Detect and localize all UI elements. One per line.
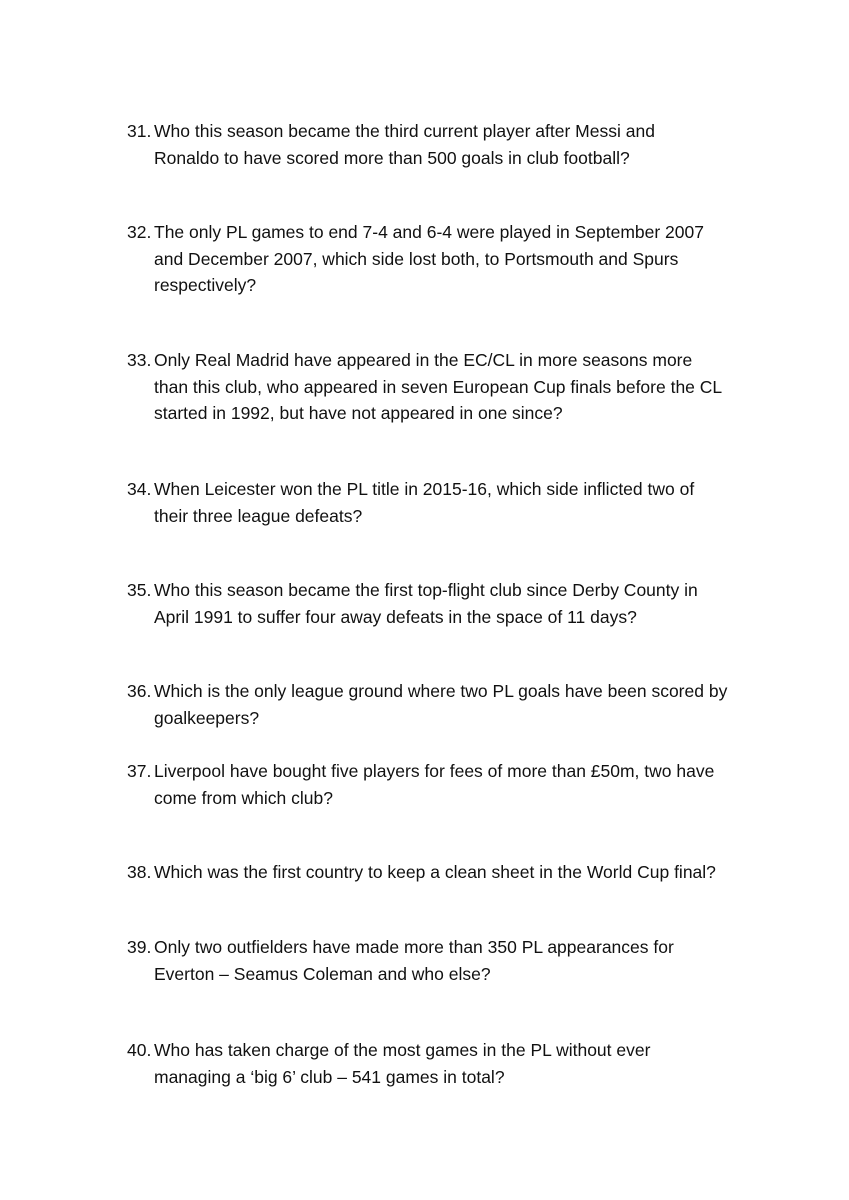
question-number: 32.: [127, 222, 152, 242]
question-number: 35.: [127, 580, 152, 600]
question-34: [127, 476, 767, 529]
question-36: [127, 678, 767, 731]
question-text: [154, 1037, 767, 1090]
question-line: managing a ‘big 6’ club – 541 games in total?: [154, 1066, 505, 1087]
question-text: [154, 577, 767, 630]
question-number: 33.: [127, 350, 152, 370]
question-33: [127, 347, 767, 427]
question-line: Who this season became the third current player after Messi and: [154, 121, 655, 141]
question-line: started in 1992, but have not appeared in one since?: [154, 403, 563, 423]
question-line: Only two outfielders have made more than 350 PL appearances for: [154, 937, 674, 957]
question-line: goalkeepers?: [154, 707, 260, 728]
question-text: [154, 347, 767, 427]
question-line: and December 2007, which side lost both, to Portsmouth and Spurs: [154, 248, 679, 269]
question-38: [127, 859, 767, 886]
question-39: [127, 934, 767, 987]
question-number: 40.: [127, 1040, 152, 1060]
question-text: [154, 758, 767, 811]
question-line: When Leicester won the PL title in 2015-16, which side inflicted two of: [154, 479, 695, 499]
question-line: Who this season became the first top-flight club since Derby County in: [154, 580, 698, 600]
question-line: April 1991 to suffer four away defeats in the space of 11 days?: [154, 606, 637, 627]
question-text: [154, 476, 767, 529]
question-line: Which is the only league ground where two PL goals have been scored by: [154, 681, 728, 701]
question-line: Only Real Madrid have appeared in the EC/CL in more seasons more: [154, 350, 693, 370]
question-text: [154, 118, 767, 171]
question-line: Which was the first country to keep a clean sheet in the World Cup final?: [154, 862, 716, 882]
question-number: 39.: [127, 937, 152, 957]
question-line: The only PL games to end 7-4 and 6-4 were played in September 2007: [154, 222, 704, 242]
question-line: come from which club?: [154, 787, 333, 808]
question-number: 34.: [127, 479, 152, 499]
question-text: [154, 859, 767, 886]
question-40: [127, 1037, 767, 1090]
question-line: Everton – Seamus Coleman and who else?: [154, 963, 491, 984]
question-37: [127, 758, 767, 811]
question-number: 36.: [127, 681, 152, 701]
question-35: [127, 577, 767, 630]
question-line: than this club, who appeared in seven European Cup finals before the CL: [154, 376, 723, 397]
question-line: their three league defeats?: [154, 505, 363, 526]
question-32: [127, 219, 767, 299]
question-31: [127, 118, 767, 171]
question-number: 37.: [127, 761, 152, 781]
question-number: 31.: [127, 121, 152, 141]
question-line: respectively?: [154, 275, 257, 295]
question-line: Ronaldo to have scored more than 500 goals in club football?: [154, 147, 630, 168]
question-number: 38.: [127, 862, 152, 882]
question-line: Liverpool have bought five players for fees of more than £50m, two have: [154, 761, 715, 781]
question-line: Who has taken charge of the most games in the PL without ever: [154, 1040, 651, 1060]
question-text: [154, 934, 767, 987]
question-text: [154, 219, 767, 299]
question-text: [154, 678, 767, 731]
